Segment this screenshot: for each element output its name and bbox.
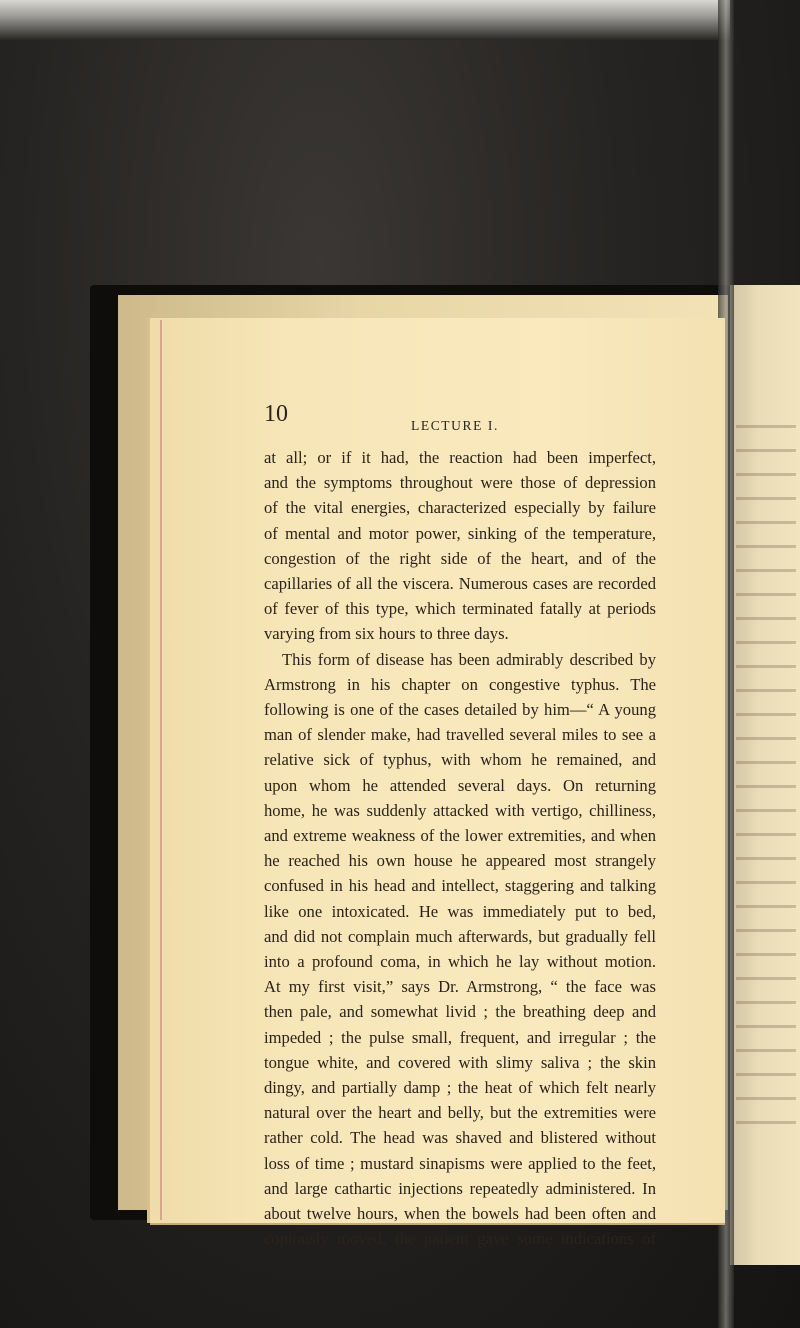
text-line: of the vital energies, characterized especially by failure <box>264 498 656 518</box>
text-line: of fever of this type, which terminated fatally at periods <box>264 599 656 619</box>
text-line: of mental and motor power, sinking of the temperature, <box>264 523 656 543</box>
text-line: impeded ; the pulse small, frequent, and irregular ; the <box>264 1027 656 1047</box>
text-line: Armstrong in his chapter on congestive typhus. The <box>264 674 656 694</box>
text-line: and large cathartic injections repeatedly administered. In <box>264 1178 656 1198</box>
text-line: relative sick of typhus, with whom he remained, and <box>264 750 656 770</box>
text-line: This form of disease has been admirably described by <box>282 649 656 669</box>
text-line: home, he was suddenly attacked with vertigo, chilliness, <box>264 800 656 820</box>
background-cloth-edge <box>0 0 730 40</box>
text-line: into a profound coma, in which he lay without motion. <box>264 952 656 972</box>
text-line: rather cold. The head was shaved and blistered without <box>264 1128 656 1148</box>
text-line: copiously moved, the patient gave some indications of <box>264 1229 656 1249</box>
text-line: upon whom he attended several days. On returning <box>264 775 656 795</box>
text-line: about twelve hours, when the bowels had been often and <box>264 1204 656 1224</box>
text-line: and extreme weakness of the lower extremities, and when <box>264 826 656 846</box>
page-number: 10 <box>264 401 288 427</box>
text-line: dingy, and partially damp ; the heat of which felt nearly <box>264 1078 656 1098</box>
text-line: loss of time ; mustard sinapisms were applied to the feet, <box>264 1153 656 1173</box>
text-line: capillaries of all the viscera. Numerous cases are recorded <box>264 574 656 594</box>
running-head: LECTURE I. <box>411 418 499 433</box>
text-line: at all; or if it had, the reaction had been imperfect, <box>264 448 656 467</box>
facing-page-text-ghost <box>736 425 796 1125</box>
text-line: At my first visit,” says Dr. Armstrong, “ the face was <box>264 977 656 997</box>
page-edge-line <box>160 320 162 1220</box>
text-line: like one intoxicated. He was immediately put to bed, <box>264 901 656 921</box>
text-line: natural over the heart and belly, but the extremities were <box>264 1103 656 1123</box>
text-line: varying from six hours to three days. <box>264 624 509 644</box>
text-line: then pale, and somewhat livid ; the breathing deep and <box>264 1002 656 1022</box>
text-line: man of slender make, had travelled several miles to see a <box>264 725 656 745</box>
text-line: congestion of the right side of the heart, and of the <box>264 548 656 568</box>
text-line: and the symptoms throughout were those of depression <box>264 473 656 493</box>
text-line: and did not complain much afterwards, but gradually fell <box>264 926 656 946</box>
body-text <box>264 445 656 1252</box>
text-line: tongue white, and covered with slimy saliva ; the skin <box>264 1052 656 1072</box>
text-line: following is one of the cases detailed by him—“ A young <box>264 700 656 720</box>
text-line: confused in his head and intellect, staggering and talking <box>264 876 656 896</box>
text-line: he reached his own house he appeared most strangely <box>264 851 656 871</box>
